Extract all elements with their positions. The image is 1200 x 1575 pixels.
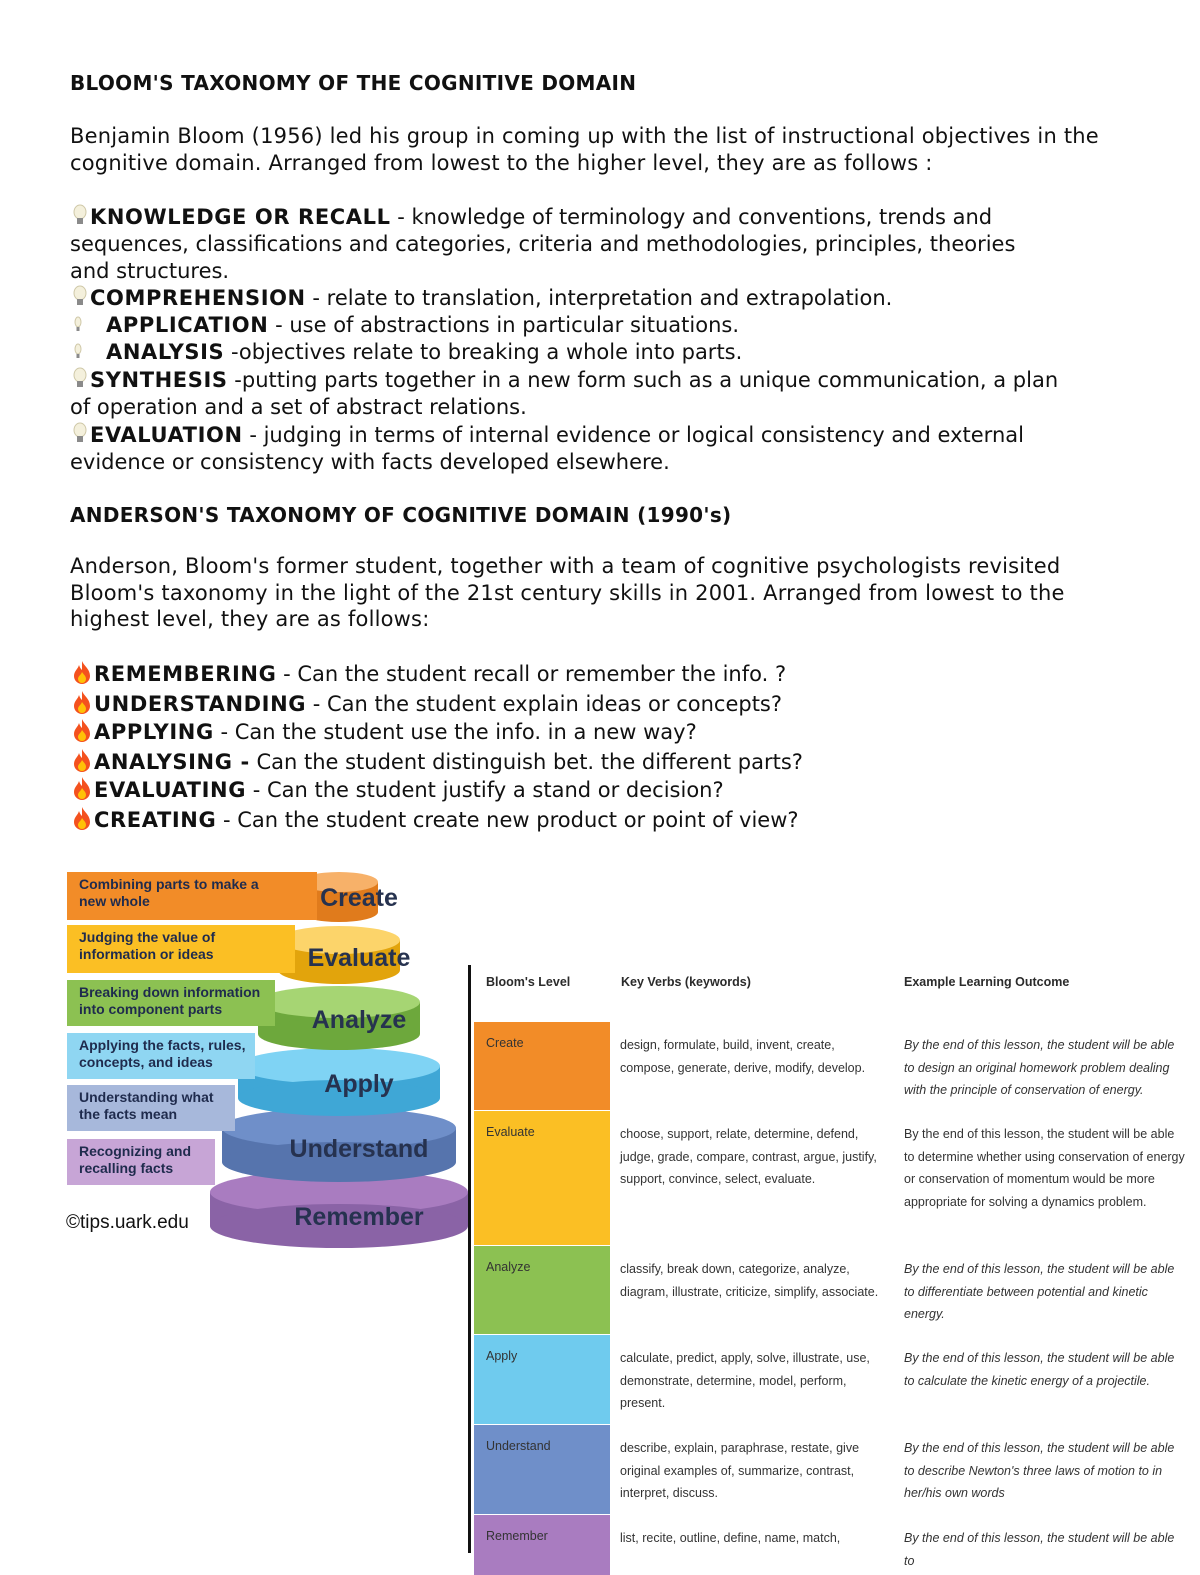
table-header-level: Bloom's Level [486,975,571,989]
table-row [474,1022,1192,1110]
anderson-desc: - Can the student explain ideas or concepts? [306,692,783,716]
anderson-term: ANALYSING - [94,750,250,774]
table-verbs-cell: describe, explain, paraphrase, restate, give original examples of, summarize, contrast, interpret, discuss. [620,1441,860,1500]
pyramid-desc-understand: Understanding what the facts mean [67,1085,235,1131]
pyramid-desc-create: Combining parts to make a new whole [67,872,317,920]
bloom-item-analysis [70,339,1150,366]
bloom-item-comprehension [70,285,1150,312]
table-verbs-cell: choose, support, relate, determine, defend, judge, grade, compare, contrast, argue, justify, support, convince, select, evaluate. [620,1127,877,1186]
table-level-cell: Apply [474,1335,610,1424]
fire-icon [70,806,94,832]
fire-icon [70,776,94,802]
anderson-term: EVALUATING [94,778,247,802]
bloom-item-application [70,312,1150,339]
copyright-icon: © [66,1212,80,1233]
bloom-item-synthesis-cont: of operation and a set of abstract relations. [70,395,527,419]
table-level-cell: Understand [474,1425,610,1514]
table-outcome-cell: By the end of this lesson, the student will be able to [904,1531,1175,1568]
lightbulb-icon [70,285,90,309]
bloom-item-knowledge-cont: and structures. [70,259,230,283]
table-outcome-cell: By the end of this lesson, the student will be able to describe Newton's three laws of motion to in her/his own words [904,1441,1175,1500]
bloom-item-knowledge [70,204,1150,231]
table-verbs-cell: design, formulate, build, invent, create, compose, generate, derive, modify, develop. [620,1038,866,1075]
fire-icon [70,660,94,686]
anderson-item-evaluating [70,776,1150,804]
bloom-desc: - judging in terms of internal evidence or logical consistency and external [242,423,1024,447]
table-row [474,1515,1192,1575]
fire-icon [70,690,94,716]
bloom-title: BLOOM'S TAXONOMY OF THE COGNITIVE DOMAIN [70,71,637,95]
bloom-desc: - relate to translation, interpretation and extrapolation. [305,286,893,310]
bloom-desc: -putting parts together in a new form such as a unique communication, a plan [227,368,1059,392]
fire-icon [70,718,94,744]
table-row [474,1335,1192,1424]
pyramid-desc-apply: Applying the facts, rules, concepts, and ideas [67,1033,255,1079]
table-verbs-cell: list, recite, outline, define, name, match, [620,1531,841,1545]
table-outcome-cell: By the end of this lesson, the student will be able to design an original homework problem dealing with the principle of conservation of energy. [904,1038,1175,1097]
anderson-desc: Can the student distinguish bet. the different parts? [249,750,803,774]
anderson-desc: - Can the student create new product or point of view? [216,808,799,832]
table-level-cell: Create [474,1022,610,1110]
table-outcome-cell: By the end of this lesson, the student will be able to differentiate between potential and kinetic energy. [904,1262,1175,1321]
bloom-term: COMPREHENSION [90,286,306,310]
pyramid-level-analyze: Analyze [311,1006,407,1034]
pyramid-desc-analyze: Breaking down information into component parts [67,980,275,1026]
lightbulb-icon [70,367,90,391]
table-header-outcome: Example Learning Outcome [904,975,1070,989]
table-outcome-cell: By the end of this lesson, the student will be able to calculate the kinetic energy of a projectile. [904,1351,1175,1388]
table-row [474,1111,1192,1245]
table-level-cell: Analyze [474,1246,610,1334]
bloom-item-evaluation [70,422,1150,449]
pyramid-credit: ©tips.uark.edu [66,1212,189,1233]
bloom-term: APPLICATION [106,313,269,337]
lightbulb-icon [70,312,106,336]
pyramid-desc-remember: Recognizing and recalling facts [67,1139,215,1185]
anderson-desc: - Can the student recall or remember the info. ? [276,662,787,686]
pyramid-level-understand: Understand [289,1135,429,1163]
anderson-term: REMEMBERING [94,662,277,686]
anderson-term: APPLYING [94,720,214,744]
table-outcome-cell: By the end of this lesson, the student will be able to determine whether using conservation of energy or conservation of momentum would be more appropriate for solving a dynamics problem. [904,1127,1185,1209]
bloom-term: ANALYSIS [106,340,225,364]
bloom-term: EVALUATION [90,423,243,447]
bloom-term: SYNTHESIS [90,368,228,392]
bloom-desc: -objectives relate to breaking a whole into parts. [224,340,743,364]
pyramid-desc-evaluate: Judging the value of information or ideas [67,925,295,973]
table-level-cell: Evaluate [474,1111,610,1245]
pyramid-level-create: Create [320,884,398,912]
anderson-desc: - Can the student justify a stand or decision? [246,778,724,802]
fire-icon [70,748,94,774]
anderson-intro: Anderson, Bloom's former student, together with a team of cognitive psychologists revisited Bloom's taxonomy in the light of the 21st century skills in 2001. Arranged from lowest to the highest level, they are as follows: [70,554,1065,631]
bloom-item-evaluation-cont: evidence or consistency with facts developed elsewhere. [70,450,670,474]
lightbulb-icon [70,422,90,446]
anderson-desc: - Can the student use the info. in a new way? [213,720,697,744]
table-verbs-cell: calculate, predict, apply, solve, illustrate, use, demonstrate, determine, model, perform, present. [620,1351,870,1410]
table-header-verbs: Key Verbs (keywords) [621,975,751,989]
bloom-item-knowledge-cont: sequences, classifications and categories, criteria and methodologies, principles, theories [70,232,1016,256]
pyramid-level-remember: Remember [294,1203,424,1231]
bloom-desc: - use of abstractions in particular situations. [268,313,740,337]
bloom-term: KNOWLEDGE OR RECALL [90,205,391,229]
anderson-item-applying [70,718,1150,746]
lightbulb-icon [70,339,106,363]
table-level-cell: Remember [474,1515,610,1575]
table-row [474,1246,1192,1334]
bloom-intro: Benjamin Bloom (1956) led his group in coming up with the list of instructional objectives in the cognitive domain. Arranged from lowest to the higher level, they are as follows : [70,124,1099,175]
table-verbs-cell: classify, break down, categorize, analyze, diagram, illustrate, criticize, simplify, associate. [620,1262,879,1299]
anderson-item-creating [70,806,1150,834]
table-divider [468,965,471,1553]
bloom-item-synthesis [70,367,1150,394]
anderson-term: UNDERSTANDING [94,692,307,716]
bloom-levels-table [468,965,1192,1568]
anderson-item-understanding [70,690,1150,718]
table-row [474,1425,1192,1514]
anderson-item-analysing [70,748,1150,776]
anderson-item-remembering [70,660,1150,688]
pyramid-level-apply: Apply [324,1070,394,1098]
anderson-title: ANDERSON'S TAXONOMY OF COGNITIVE DOMAIN (1990's) [70,503,732,527]
anderson-term: CREATING [94,808,217,832]
bloom-desc: - knowledge of terminology and conventions, trends and [390,205,993,229]
lightbulb-icon [70,204,90,228]
pyramid-level-evaluate: Evaluate [307,944,411,972]
